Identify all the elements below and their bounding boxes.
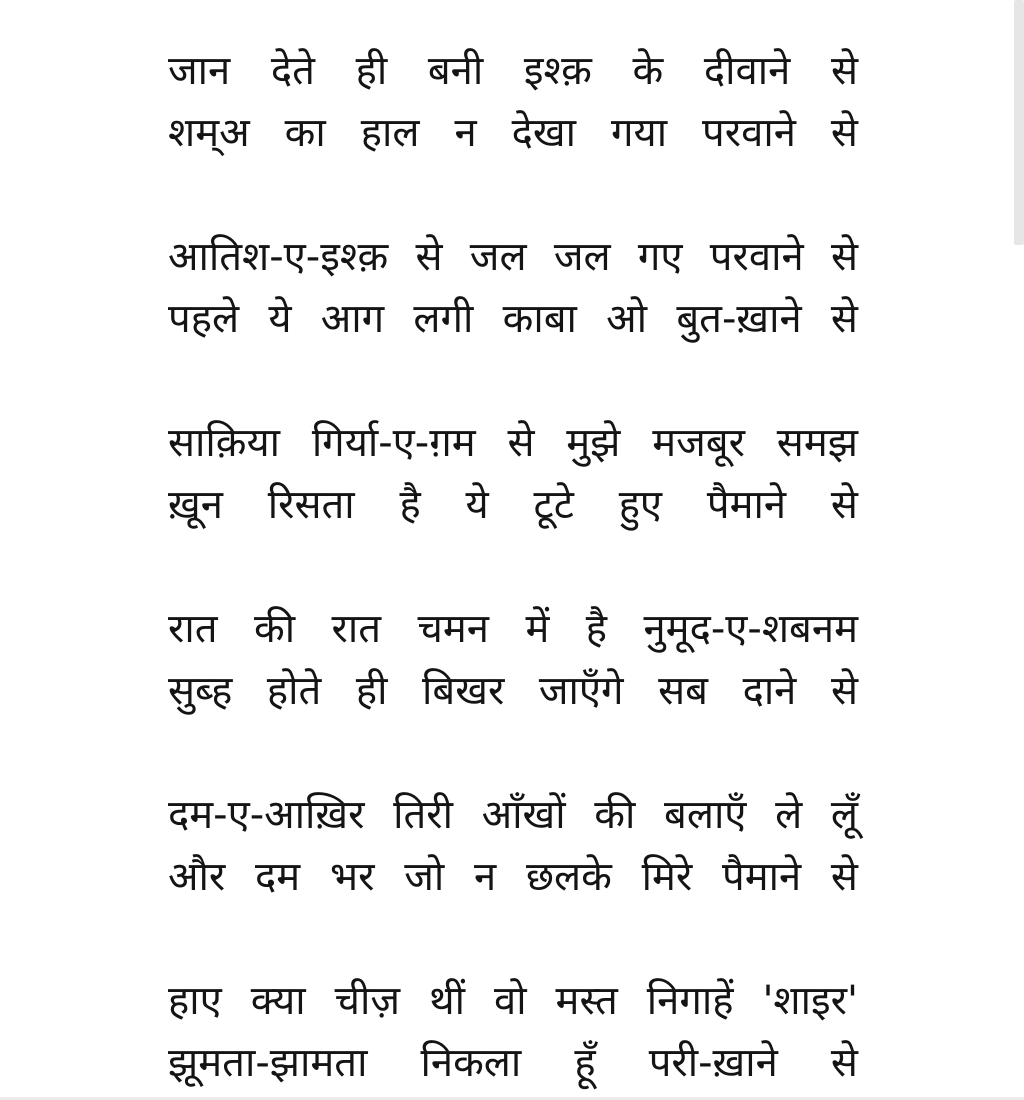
verse-word: गया [610,110,668,156]
verse-line [168,288,858,350]
verse-word: दम [255,854,301,900]
verse-word: परी-ख़ाने [648,1040,778,1086]
verse-word: पहले [168,296,240,342]
verse-word: सब [658,668,709,714]
verse-word: से [830,234,858,280]
verse-word: रात [331,606,382,652]
verse-word: है [585,606,608,652]
verse-word: से [830,668,858,714]
verse-word: क्या [250,978,306,1024]
verse-word: मजबूर [652,420,746,466]
verse-word: रात [168,606,218,652]
verse-word: से [507,420,535,466]
verse-word: और [168,854,226,900]
verse-word: जो [404,854,445,900]
verse-word: गए [637,234,683,280]
verse-word: से [415,234,443,280]
verse-word: लगी [413,296,474,342]
verse-word: आँखों [481,792,566,838]
verse-word: निगाहें [646,978,734,1024]
verse-word: जान [168,48,231,94]
verse-word: पैमाने [706,482,787,528]
verse-word: साक़िया [168,420,281,466]
verse-word: चीज़ [334,978,401,1024]
verse-word: परवाने [709,234,804,280]
verse-word: आग [320,296,385,342]
verse-word: ही [355,668,388,714]
verse-word: देते [270,48,315,94]
verse-word: ख़ून [168,482,223,528]
verse-word: ले [775,792,803,838]
verse-word: आतिश-ए-इश्क़ [168,234,389,280]
verse-word: से [830,110,858,156]
scrollbar[interactable] [1014,0,1024,1100]
verse-word: तिरी [393,792,453,838]
verse-line [168,846,858,908]
verse-word: दीवाने [703,48,791,94]
stanza [168,226,858,350]
verse-word: के [632,48,664,94]
verse-word: समझ [776,420,858,466]
verse-line [168,1032,858,1094]
verse-word: इश्क़ [523,48,592,94]
verse-word: वो [493,978,527,1024]
verse-word: छलके [525,854,612,900]
verse-word: में [525,606,550,652]
verse-word: लूँ [830,792,858,838]
stanza [168,40,858,164]
verse-word: है [399,482,421,528]
verse-line [168,970,858,1032]
stanza [168,598,858,722]
verse-line [168,784,858,846]
verse-word: जल [553,234,611,280]
verse-word: न [454,110,477,156]
verse-word: काबा [502,296,577,342]
verse-word: सुब्ह [168,668,233,714]
verse-word: गिर्या-ए-ग़म [311,420,476,466]
stanza [168,970,858,1094]
verse-word: दाने [742,668,797,714]
verse-word: शम्अ [168,110,250,156]
verse-word: की [594,792,636,838]
verse-word: जाएँगे [538,668,624,714]
scrollbar-thumb[interactable] [1014,0,1024,245]
verse-word: परवाने [702,110,796,156]
verse-word: दम-ए-आख़िर [168,792,365,838]
verse-word: झूमता-झामता [168,1040,368,1086]
verse-word: जल [469,234,527,280]
verse-word: मुझे [566,420,621,466]
verse-word: बुत-ख़ाने [676,296,802,342]
verse-line [168,412,858,474]
verse-word: भर [329,854,375,900]
verse-word: हुए [618,482,663,528]
poem-text [168,40,858,1100]
verse-word: से [830,1040,858,1086]
verse-word: नुमूद-ए-शबनम [643,606,858,652]
verse-word: हाए [168,978,222,1024]
verse-word: मिरे [641,854,693,900]
verse-word: से [830,296,858,342]
verse-word: से [830,48,858,94]
stanza [168,784,858,908]
verse-line [168,40,858,102]
verse-line [168,660,858,722]
verse-word: से [830,854,858,900]
verse-word: बलाएँ [663,792,747,838]
verse-word: हूँ [574,1040,596,1086]
verse-word: पैमाने [721,854,802,900]
verse-word: से [830,482,858,528]
verse-word: मस्त [555,978,618,1024]
verse-word: रिसता [267,482,355,528]
verse-word: होते [266,668,322,714]
verse-line [168,598,858,660]
verse-word: चमन [417,606,489,652]
verse-word: थीं [429,978,465,1024]
verse-line [168,474,858,536]
verse-word: बनी [427,48,484,94]
verse-word: ये [465,482,489,528]
verse-line [168,102,858,164]
verse-word: न [473,854,497,900]
verse-line [168,226,858,288]
verse-word: हाल [360,110,420,156]
verse-word: ही [355,48,388,94]
verse-word: निकला [420,1040,522,1086]
verse-word: 'शाइर' [762,978,858,1024]
verse-word: टूटे [533,482,574,528]
verse-word: बिखर [422,668,505,714]
verse-word: ओ [606,296,648,342]
verse-word: देखा [511,110,576,156]
stanza [168,412,858,536]
verse-word: का [284,110,326,156]
verse-word: ये [268,296,292,342]
verse-word: की [253,606,296,652]
